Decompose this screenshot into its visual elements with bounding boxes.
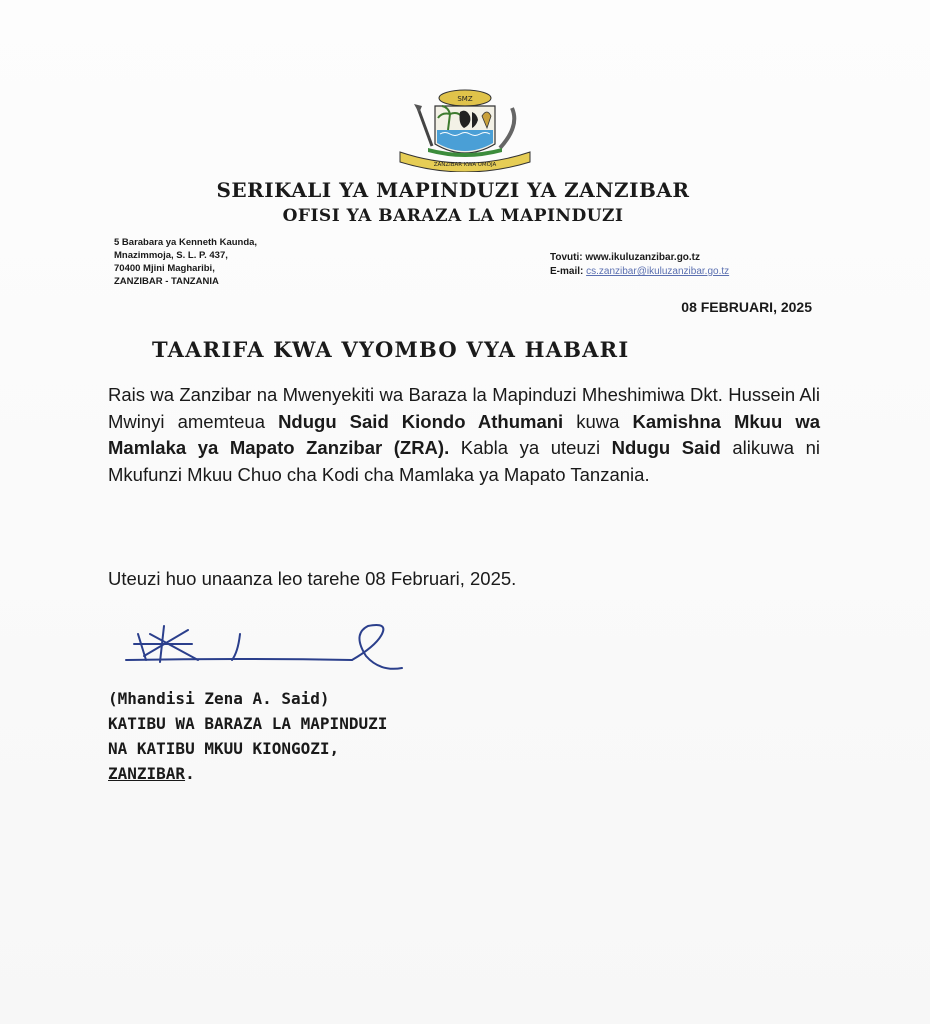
appointment-position: Kamishna Mkuu wa Mamlaka ya Mapato Zanzibar (ZRA).: [108, 410, 821, 458]
government-name: SERIKALI YA MAPINDUZI YA ZANZIBAR: [216, 178, 690, 202]
signatory-title: KATIBU WA BARAZA LA MAPINDUZI: [108, 714, 388, 733]
body-text: Kabla ya uteuzi: [449, 437, 612, 458]
document-heading: TAARIFA KWA VYOMBO VYA HABARI: [152, 337, 630, 362]
office-name: OFISI YA BARAZA LA MAPINDUZI: [282, 206, 624, 226]
address-line: Mnazimmoja, S. L. P. 437,: [114, 250, 228, 261]
website-row: [550, 251, 729, 265]
address-line: 5 Barabara ya Kenneth Kaunda,: [114, 237, 258, 248]
appointee-short-name: Ndugu Said: [611, 437, 721, 458]
announcement-paragraph: [108, 382, 820, 488]
handwritten-signature: [120, 616, 420, 686]
email-link[interactable]: cs.zanzibar@ikuluzanzibar.go.tz: [586, 266, 730, 277]
contact-info: [550, 251, 729, 279]
email-row: [550, 265, 729, 279]
signatory-title: NA KATIBU MKUU KIONGOZI,: [108, 739, 340, 758]
signatory-place: ZANZIBAR: [108, 764, 186, 783]
website-link[interactable]: www.ikuluzanzibar.go.tz: [585, 252, 701, 263]
emblem-top-text: SMZ: [457, 95, 473, 103]
body-text: Rais wa Zanzibar na Mwenyekiti wa Baraza la Mapinduzi Mheshimiwa Dkt. Hussein Ali Mwinyi amemteua: [108, 384, 820, 432]
postal-address: [114, 236, 257, 288]
appointee-name: Ndugu Said Kiondo Athumani: [278, 410, 564, 432]
signatory-place-suffix: .: [185, 764, 195, 783]
signatory-block: [108, 686, 387, 786]
zanzibar-coat-of-arms-emblem: [390, 86, 540, 172]
document-date: 08 FEBRUARI, 2025: [681, 299, 812, 315]
website-label: Tovuti:: [550, 252, 583, 263]
signatory-name: (Mhandisi Zena A. Said): [108, 689, 330, 708]
emblem-banner-text: ZANZIBAR KWA UMOJA: [433, 162, 497, 168]
signatory-place-line: [108, 761, 387, 786]
email-label: E-mail:: [550, 266, 584, 277]
address-line: 70400 Mjini Magharibi,: [114, 263, 215, 274]
effective-date-paragraph: Uteuzi huo unaanza leo tarehe 08 Februari, 2025.: [108, 568, 517, 589]
body-text: alikuwa ni Mkufunzi Mkuu Chuo cha Kodi cha Mamlaka ya Mapato Tanzania.: [108, 437, 820, 485]
address-line: ZANZIBAR - TANZANIA: [114, 276, 219, 287]
body-text: kuwa: [563, 410, 633, 432]
